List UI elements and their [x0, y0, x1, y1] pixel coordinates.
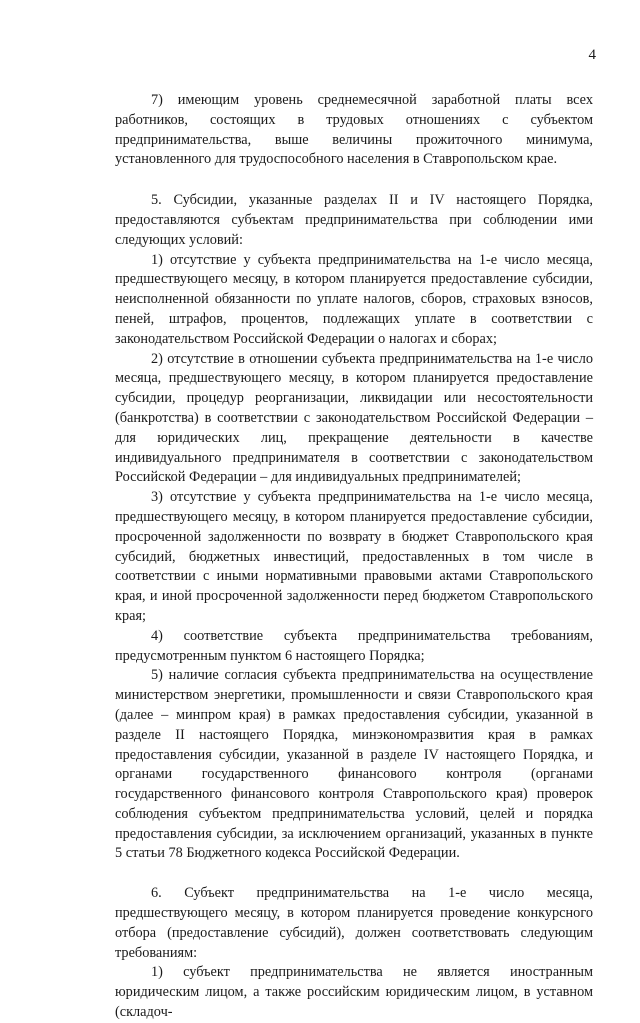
- paragraph-condition-1: 1) отсутствие у субъекта предпринимательства на 1-е число месяца, предшествующего месяцу, в котором планируется предоставление субсидии, неисполненной обязанности по уплате налогов, сборов, страховых взносов, пеней, штрафов, процентов, подлежащих уплате в соответствии с законодательством Российской Федерации о налогах и сборах;: [115, 251, 593, 347]
- paragraph-condition-2: 2) отсутствие в отношении субъекта предпринимательства на 1-е число месяца, предшествующего месяцу, в котором планируется предоставление субсидии, процедур реорганизации, ликвидации или несостоятельности (банкротства) в соответствии с законодательством Российской Федерации – для юридических лиц, прекращение деятельности в качестве индивидуального предпринимателя в соответствии с законодательством Российской Федерации – для индивидуальных предпринимателей;: [115, 350, 593, 486]
- paragraph-condition-3: 3) отсутствие у субъекта предпринимательства на 1-е число месяца, предшествующего месяцу, в котором планируется предоставление субсидии, просроченной задолженности по возврату в бюджет Ставропольского края субсидий, бюджетных инвестиций, предоставленных в том числе в соответствии с иными нормативными правовыми актами Ставропольского края, и иной просроченной задолженности перед бюджетом Ставропольского края;: [115, 489, 593, 624]
- paragraph-condition-5: 5) наличие согласия субъекта предпринимательства на осуществление министерством энергетики, промышленности и связи Ставропольского края (далее – минпром края) в рамках предоставления субсидии, указанной в разделе II настоящего Порядка, минэкономразвития края в рамках предоставления субсидии, указанной в разделе IV настоящего Порядка, и органами государственного финансового контроля (органами государственного финансового контроля Ставропольского края) проверок соблюдения субъектом предпринимательства условий, целей и порядка предоставления субсидии, за исключением организаций, указанных в пункте 5 статьи 78 Бюджетного кодекса Российской Федерации.: [115, 667, 593, 862]
- paragraph-requirement-1: 1) субъект предпринимательства не является иностранным юридическим лицом, а также российским юридическим лицом, в уставном (складоч-: [115, 964, 593, 1021]
- paragraph-condition-4: 4) соответствие субъекта предпринимательства требованиям, предусмотренным пунктом 6 настоящего Порядка;: [115, 627, 593, 664]
- paragraph-item-7: 7) имеющим уровень среднемесячной заработной платы всех работников, состоящих в трудовых отношениях с субъектом предпринимательства, выше величины прожиточного минимума, установленного для трудоспособного населения в Ставропольском крае.: [115, 92, 593, 168]
- page-number: 4: [588, 47, 596, 63]
- paragraph-section-5-intro: 5. Субсидии, указанные разделах II и IV настоящего Порядка, предоставляются субъектам предпринимательства при соблюдении ими следующих условий:: [115, 192, 593, 248]
- paragraph-section-6-intro: 6. Субъект предпринимательства на 1-е число месяца, предшествующего месяцу, в котором планируется проведение конкурсного отбора (предоставление субсидий), должен соответствовать следующим требованиям:: [115, 885, 593, 961]
- document-body: [115, 91, 593, 1023]
